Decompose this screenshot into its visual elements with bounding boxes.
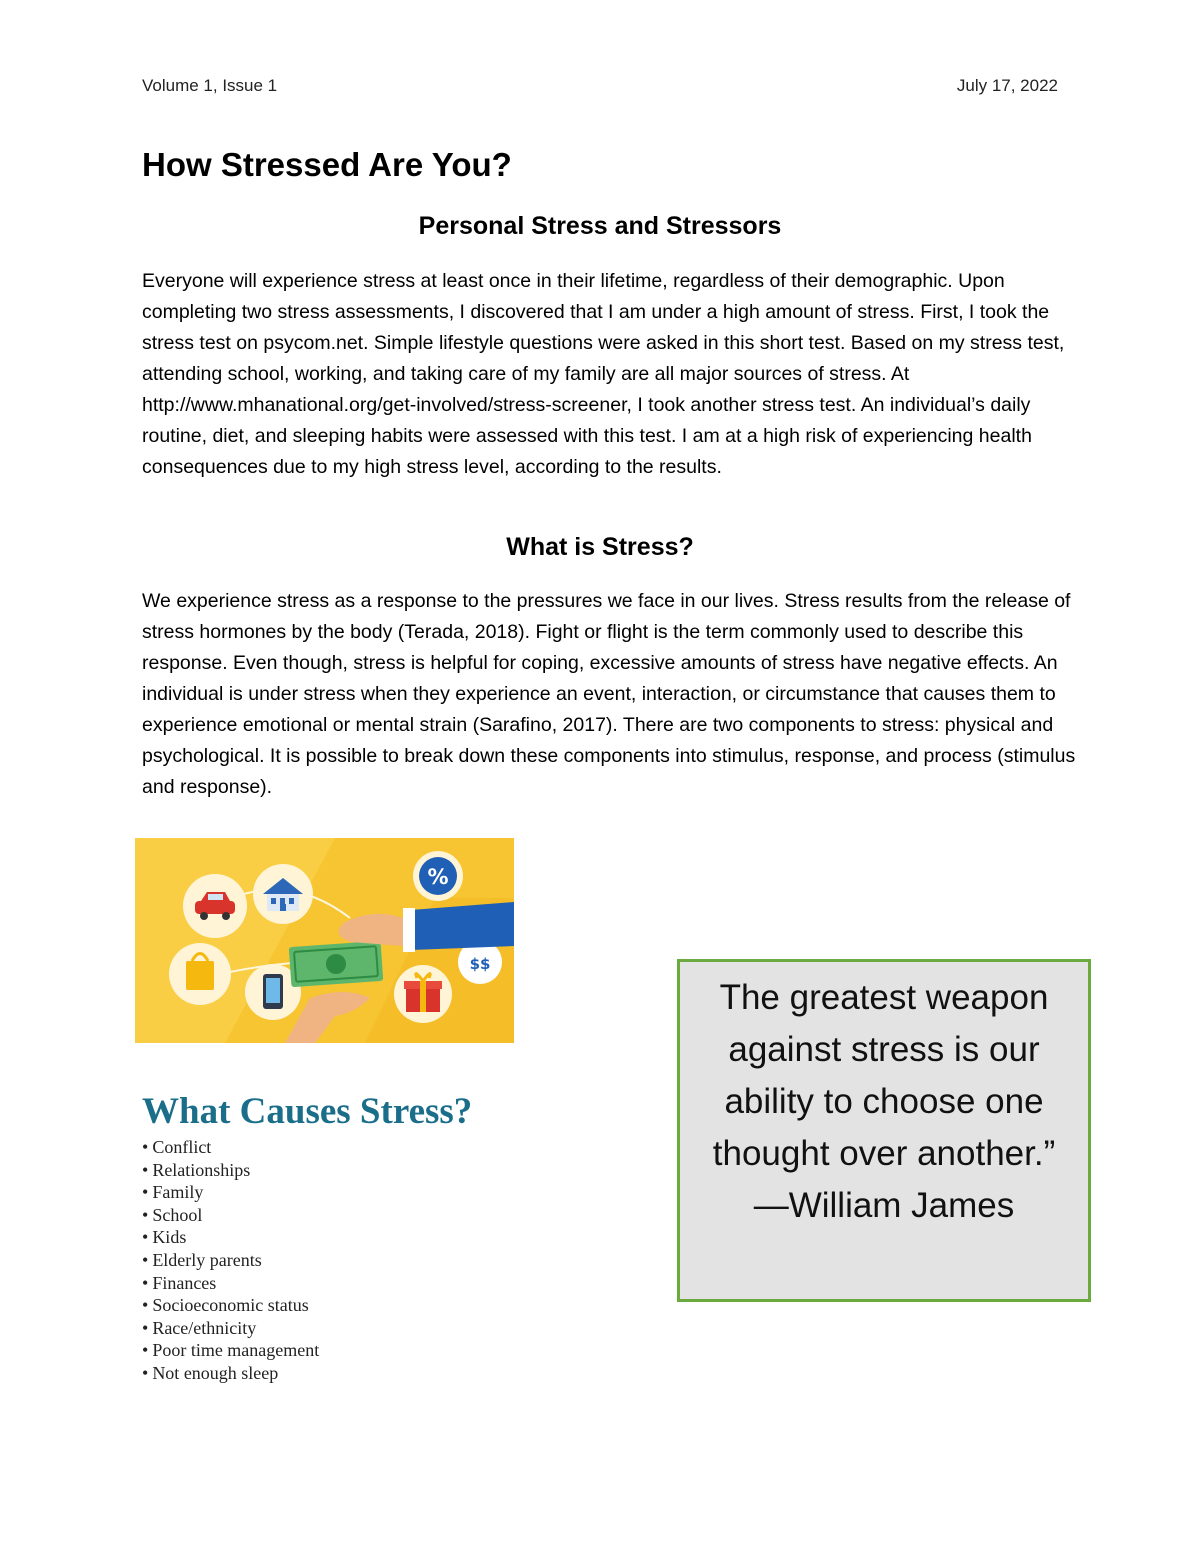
paragraph-what-is-stress: We experience stress as a response to the pressures we face in our lives. Stress results from the release of stress hormones by the body (Terada, 2018). Fight or flight is the term commonly used to describe this response. Even though, stress is helpful for coping, excessive amounts of stress have negative effects. An individual is under stress when they experience an event, interaction, or circumstance that causes them to experience emotional or mental strain (Sarafino, 2017). There are two components to stress: physical and psychological. It is possible to break down these components into stimulus, response, and process (stimulus and response).: [142, 590, 1076, 798]
car-icon: [183, 874, 247, 938]
shopping-bag-icon: [169, 943, 231, 1005]
finance-illustration: [135, 838, 514, 1043]
list-item: • Not enough sleep: [142, 1362, 319, 1385]
money-bill-icon: [289, 941, 384, 987]
date-label: July 17, 2022: [956, 76, 1058, 95]
finance-illustration-svg: [135, 838, 514, 1043]
gift-icon: [394, 965, 452, 1023]
list-item: • Poor time management: [142, 1339, 319, 1362]
paragraph-personal-stress: Everyone will experience stress at least once in their lifetime, regardless of their demographic. Upon completing two stress assessments, I discovered that I am under a high amount of stress. First, I took the stress test on psycom.net. Simple lifestyle questions were asked in this short test. Based on my stress test, attending school, working, and taking care of my family are all major sources of stress. At http://www.mhanational.org/get-involved/stress-screener, I took another stress test. An individual’s daily routine, diet, and sleeping habits were assessed with this test. I am at a high risk of experiencing health consequences due to my high stress level, according to the results.: [142, 270, 1065, 478]
percent-label: %: [427, 865, 449, 889]
list-item: • Finances: [142, 1272, 319, 1295]
quote-line: thought over another.”: [712, 1134, 1056, 1173]
list-item: • Relationships: [142, 1159, 319, 1182]
quote-box: [677, 959, 1091, 1302]
list-item: • Race/ethnicity: [142, 1317, 319, 1340]
page-title: How Stressed Are You?: [142, 146, 512, 183]
quote-attribution: —William James: [753, 1186, 1015, 1225]
issue-label: Volume 1, Issue 1: [142, 76, 278, 95]
house-icon: [253, 864, 313, 924]
list-item: • Elderly parents: [142, 1249, 319, 1272]
quote-text: [680, 962, 1088, 1232]
list-item: • Socioeconomic status: [142, 1294, 319, 1317]
quote-line: The greatest weapon: [719, 978, 1049, 1017]
section-heading-what-is-stress: What is Stress?: [506, 533, 694, 561]
section-heading-personal-stress: Personal Stress and Stressors: [418, 212, 782, 240]
list-item: • Family: [142, 1181, 319, 1204]
list-item: • Kids: [142, 1226, 319, 1249]
dollar-label: $$: [469, 955, 491, 973]
list-item: • Conflict: [142, 1136, 319, 1159]
causes-list: [142, 1136, 319, 1385]
list-item: • School: [142, 1204, 319, 1227]
causes-heading: What Causes Stress?: [142, 1091, 473, 1132]
percent-icon[interactable]: [413, 851, 463, 901]
quote-line: ability to choose one: [724, 1082, 1044, 1121]
quote-line: against stress is our: [728, 1030, 1040, 1069]
